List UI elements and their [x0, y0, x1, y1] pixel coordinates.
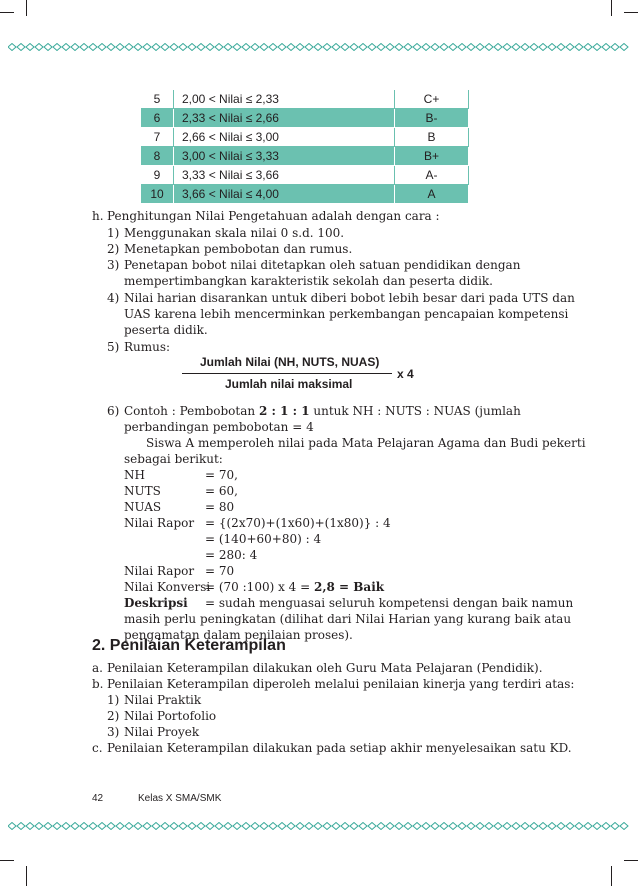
table-cell-no: 7	[141, 128, 174, 147]
diamond-ornament	[8, 823, 16, 830]
diamond-ornament	[395, 44, 403, 51]
diamond-ornament	[584, 823, 592, 830]
table-cell-range: 2,33 < Nilai ≤ 2,66	[174, 109, 395, 128]
diamond-ornament	[575, 44, 583, 51]
diamond-ornament	[368, 44, 376, 51]
calc-value: = 80	[205, 500, 235, 514]
example-line: sebagai berikut:	[124, 452, 223, 466]
diamond-ornament	[512, 44, 520, 51]
table-row	[141, 109, 469, 128]
diamond-ornament	[287, 44, 295, 51]
calc-key: NH	[124, 468, 145, 482]
list-number: 5)	[107, 340, 120, 354]
diamond-ornament	[611, 44, 619, 51]
diamond-ornament	[152, 44, 160, 51]
formula-numerator: Jumlah Nilai (NH, NUTS, NUAS)	[200, 355, 380, 369]
table-cell-grade: C+	[395, 90, 469, 109]
diamond-ornament	[269, 44, 277, 51]
diamond-ornament	[566, 44, 574, 51]
table-cell-grade: B-	[395, 109, 469, 128]
page-number: 42	[92, 793, 104, 804]
diamond-ornament	[80, 823, 88, 830]
diamond-ornament	[188, 823, 196, 830]
list-item: Penilaian Keterampilan diperoleh melalui penilaian kinerja yang terdiri atas:	[107, 677, 575, 691]
diamond-ornament	[620, 44, 628, 51]
diamond-ornament	[98, 823, 106, 830]
book-title: Kelas X SMA/SMK	[138, 793, 222, 804]
calc-value: = 60,	[205, 484, 238, 498]
calc-value: = sudah menguasai seluruh kompetensi dengan baik namun	[205, 596, 574, 610]
diamond-ornament	[125, 823, 133, 830]
crop-mark	[26, 0, 27, 16]
diamond-ornament	[458, 44, 466, 51]
diamond-ornament	[8, 44, 16, 51]
diamond-ornament	[206, 44, 214, 51]
diamond-ornament	[278, 823, 286, 830]
diamond-ornament	[134, 44, 142, 51]
table-cell-grade: A-	[395, 166, 469, 185]
list-item: Nilai harian disarankan untuk diberi bobot lebih besar dari pada UTS dan	[124, 291, 575, 305]
example-line: perbandingan pembobotan = 4	[124, 420, 314, 434]
diamond-ornament	[53, 44, 61, 51]
diamond-ornament	[287, 823, 295, 830]
table-cell-no: 10	[141, 185, 174, 204]
crop-mark	[611, 866, 612, 886]
diamond-ornament	[422, 823, 430, 830]
diamond-ornament	[521, 44, 529, 51]
diamond-ornament	[593, 44, 601, 51]
diamond-ornament	[413, 823, 421, 830]
diamond-ornament	[224, 44, 232, 51]
crop-mark	[624, 860, 638, 861]
diamond-ornament	[206, 823, 214, 830]
diamond-ornament	[431, 823, 439, 830]
table-cell-range: 3,33 < Nilai ≤ 3,66	[174, 166, 395, 185]
diamond-ornament	[170, 44, 178, 51]
crop-mark	[26, 866, 27, 886]
table-row	[141, 185, 469, 204]
diamond-ornament	[17, 44, 25, 51]
diamond-ornament	[422, 44, 430, 51]
description-continuation: pengamatan dalam penilaian proses).	[124, 628, 353, 642]
diamond-ornament	[170, 823, 178, 830]
diamond-ornament	[566, 823, 574, 830]
diamond-ornament	[530, 44, 538, 51]
diamond-ornament	[494, 44, 502, 51]
diamond-ornament	[548, 44, 556, 51]
diamond-ornament	[485, 44, 493, 51]
list-number: 3)	[107, 258, 120, 272]
diamond-ornament	[251, 823, 259, 830]
diamond-ornament	[260, 44, 268, 51]
calc-key: Nilai Rapor	[124, 516, 195, 530]
diamond-ornament	[377, 44, 385, 51]
diamond-ornament	[152, 823, 160, 830]
diamond-ornament	[377, 823, 385, 830]
top-decorative-border	[8, 43, 630, 51]
diamond-ornament	[512, 823, 520, 830]
diamond-ornament	[251, 44, 259, 51]
diamond-ornament	[296, 44, 304, 51]
diamond-ornament	[116, 823, 124, 830]
item-label-a: a.	[92, 661, 103, 675]
diamond-ornament	[539, 823, 547, 830]
list-item: Nilai Proyek	[124, 725, 200, 739]
diamond-ornament	[449, 44, 457, 51]
diamond-ornament	[26, 44, 34, 51]
diamond-ornament	[233, 823, 241, 830]
description-continuation: masih perlu peningkatan (dilihat dari Nilai Harian yang kurang baik atau	[124, 612, 572, 626]
table-cell-range: 3,66 < Nilai ≤ 4,00	[174, 185, 395, 204]
diamond-ornament	[305, 44, 313, 51]
diamond-ornament	[440, 44, 448, 51]
diamond-ornament	[323, 44, 331, 51]
calc-key: NUTS	[124, 484, 161, 498]
crop-mark	[611, 0, 612, 16]
diamond-ornament	[260, 823, 268, 830]
fraction-line	[182, 373, 392, 374]
diamond-ornament	[431, 44, 439, 51]
table-cell-grade: B+	[395, 147, 469, 166]
diamond-ornament	[359, 823, 367, 830]
diamond-ornament	[116, 44, 124, 51]
diamond-ornament	[323, 823, 331, 830]
table-row	[141, 90, 469, 109]
diamond-ornament	[188, 44, 196, 51]
diamond-ornament	[467, 44, 475, 51]
grade-conversion-table	[141, 90, 469, 204]
diamond-ornament	[26, 823, 34, 830]
formula-denominator: Jumlah nilai maksimal	[225, 377, 353, 391]
diamond-ornament	[143, 823, 151, 830]
item-label-b: b.	[92, 677, 104, 691]
diamond-ornament	[530, 823, 538, 830]
diamond-ornament	[134, 823, 142, 830]
table-cell-no: 9	[141, 166, 174, 185]
diamond-ornament	[548, 823, 556, 830]
diamond-ornament	[557, 44, 565, 51]
list-item-continuation: mempertimbangkan karakteristik sekolah dan peserta didik.	[124, 274, 493, 288]
diamond-ornament	[215, 823, 223, 830]
diamond-ornament	[197, 823, 205, 830]
diamond-ornament	[467, 823, 475, 830]
diamond-ornament	[539, 44, 547, 51]
diamond-ornament	[242, 44, 250, 51]
diamond-ornament	[620, 823, 628, 830]
calc-value: = 70,	[205, 468, 238, 482]
diamond-ornament	[107, 44, 115, 51]
calc-value: = (70 :100) x 4 = 2,8 = Baik	[205, 580, 385, 594]
calc-key: NUAS	[124, 500, 162, 514]
item-h-intro: Penghitungan Nilai Pengetahuan adalah dengan cara :	[107, 209, 440, 223]
list-number: 4)	[107, 291, 120, 305]
diamond-ornament	[62, 823, 70, 830]
table-cell-no: 6	[141, 109, 174, 128]
diamond-ornament	[242, 823, 250, 830]
diamond-ornament	[71, 823, 79, 830]
table-row	[141, 166, 469, 185]
list-number: 2)	[107, 242, 120, 256]
crop-mark	[0, 860, 14, 861]
diamond-ornament	[440, 823, 448, 830]
list-item: Nilai Praktik	[124, 693, 202, 707]
diamond-ornament	[107, 823, 115, 830]
calc-key: Nilai Konversi	[124, 580, 211, 594]
diamond-ornament	[350, 823, 358, 830]
diamond-ornament	[125, 44, 133, 51]
calc-value: = {(2x70)+(1x60)+(1x80)} : 4	[205, 516, 391, 530]
diamond-ornament	[449, 823, 457, 830]
diamond-ornament	[476, 44, 484, 51]
diamond-ornament	[35, 823, 43, 830]
diamond-ornament	[269, 823, 277, 830]
diamond-ornament	[404, 44, 412, 51]
list-number: 1)	[107, 226, 120, 240]
formula-multiplier: x 4	[397, 367, 414, 381]
table-cell-range: 2,00 < Nilai ≤ 2,33	[174, 90, 395, 109]
table-cell-no: 8	[141, 147, 174, 166]
calc-value: = 280: 4	[205, 548, 258, 562]
diamond-ornament	[584, 44, 592, 51]
diamond-ornament	[413, 44, 421, 51]
list-item-continuation: peserta didik.	[124, 323, 208, 337]
table-cell-grade: A	[395, 185, 469, 204]
list-number: 2)	[107, 709, 120, 723]
diamond-ornament	[44, 44, 52, 51]
list-item: Menetapkan pembobotan dan rumus.	[124, 242, 353, 256]
list-number: 6)	[107, 404, 120, 418]
list-number: 1)	[107, 693, 120, 707]
diamond-ornament	[458, 823, 466, 830]
bottom-decorative-border	[8, 822, 630, 830]
diamond-ornament	[341, 823, 349, 830]
diamond-ornament	[395, 823, 403, 830]
table-cell-no: 5	[141, 90, 174, 109]
diamond-ornament	[386, 823, 394, 830]
list-item: Penilaian Keterampilan dilakukan oleh Guru Mata Pelajaran (Pendidik).	[107, 661, 543, 675]
diamond-ornament	[314, 44, 322, 51]
diamond-ornament	[161, 44, 169, 51]
example-line: Contoh : Pembobotan 2 : 1 : 1 untuk NH : NUTS : NUAS (jumlah	[124, 404, 521, 418]
diamond-ornament	[224, 823, 232, 830]
calc-key: Deskripsi	[124, 596, 188, 610]
calc-key: Nilai Rapor	[124, 564, 195, 578]
diamond-ornament	[503, 44, 511, 51]
diamond-ornament	[602, 823, 610, 830]
diamond-ornament	[368, 823, 376, 830]
list-item: Menggunakan skala nilai 0 s.d. 100.	[124, 226, 345, 240]
diamond-ornament	[179, 44, 187, 51]
crop-mark	[0, 12, 14, 13]
diamond-ornament	[215, 44, 223, 51]
diamond-ornament	[179, 823, 187, 830]
diamond-ornament	[98, 44, 106, 51]
diamond-ornament	[53, 823, 61, 830]
diamond-ornament	[278, 44, 286, 51]
diamond-ornament	[557, 823, 565, 830]
diamond-ornament	[602, 44, 610, 51]
diamond-ornament	[341, 44, 349, 51]
diamond-ornament	[62, 44, 70, 51]
item-label-h: h.	[92, 209, 104, 223]
diamond-ornament	[305, 823, 313, 830]
diamond-ornament	[359, 44, 367, 51]
diamond-ornament	[494, 823, 502, 830]
list-item-continuation: UAS karena lebih mencerminkan perkembangan pencapaian kompetensi	[124, 307, 569, 321]
calc-value: = 70	[205, 564, 235, 578]
diamond-ornament	[44, 823, 52, 830]
diamond-ornament	[143, 44, 151, 51]
table-cell-grade: B	[395, 128, 469, 147]
diamond-ornament	[386, 44, 394, 51]
diamond-ornament	[35, 44, 43, 51]
diamond-ornament	[296, 823, 304, 830]
item-label-c: c.	[92, 741, 103, 755]
diamond-ornament	[89, 823, 97, 830]
diamond-ornament	[593, 823, 601, 830]
diamond-ornament	[197, 44, 205, 51]
diamond-ornament	[80, 44, 88, 51]
calc-value: = (140+60+80) : 4	[205, 532, 322, 546]
diamond-ornament	[521, 823, 529, 830]
diamond-ornament	[89, 44, 97, 51]
list-item: Nilai Portofolio	[124, 709, 217, 723]
diamond-ornament	[476, 823, 484, 830]
diamond-ornament	[404, 823, 412, 830]
list-item: Penetapan bobot nilai ditetapkan oleh satuan pendidikan dengan	[124, 258, 521, 272]
table-row	[141, 147, 469, 166]
diamond-ornament	[161, 823, 169, 830]
diamond-ornament	[611, 823, 619, 830]
crop-mark	[624, 12, 638, 13]
example-line: Siswa A memperoleh nilai pada Mata Pelajaran Agama dan Budi pekerti	[146, 436, 586, 450]
list-number: 3)	[107, 725, 120, 739]
section-heading: 2. Penilaian Keterampilan	[92, 637, 286, 654]
diamond-ornament	[503, 823, 511, 830]
diamond-ornament	[575, 823, 583, 830]
diamond-ornament	[233, 44, 241, 51]
diamond-ornament	[332, 823, 340, 830]
table-cell-range: 3,00 < Nilai ≤ 3,33	[174, 147, 395, 166]
diamond-ornament	[17, 823, 25, 830]
diamond-ornament	[314, 823, 322, 830]
diamond-ornament	[485, 823, 493, 830]
table-cell-range: 2,66 < Nilai ≤ 3,00	[174, 128, 395, 147]
diamond-ornament	[332, 44, 340, 51]
table-row	[141, 128, 469, 147]
list-item: Penilaian Keterampilan dilakukan pada setiap akhir menyelesaikan satu KD.	[107, 741, 572, 755]
list-item: Rumus:	[124, 340, 171, 354]
diamond-ornament	[350, 44, 358, 51]
diamond-ornament	[71, 44, 79, 51]
